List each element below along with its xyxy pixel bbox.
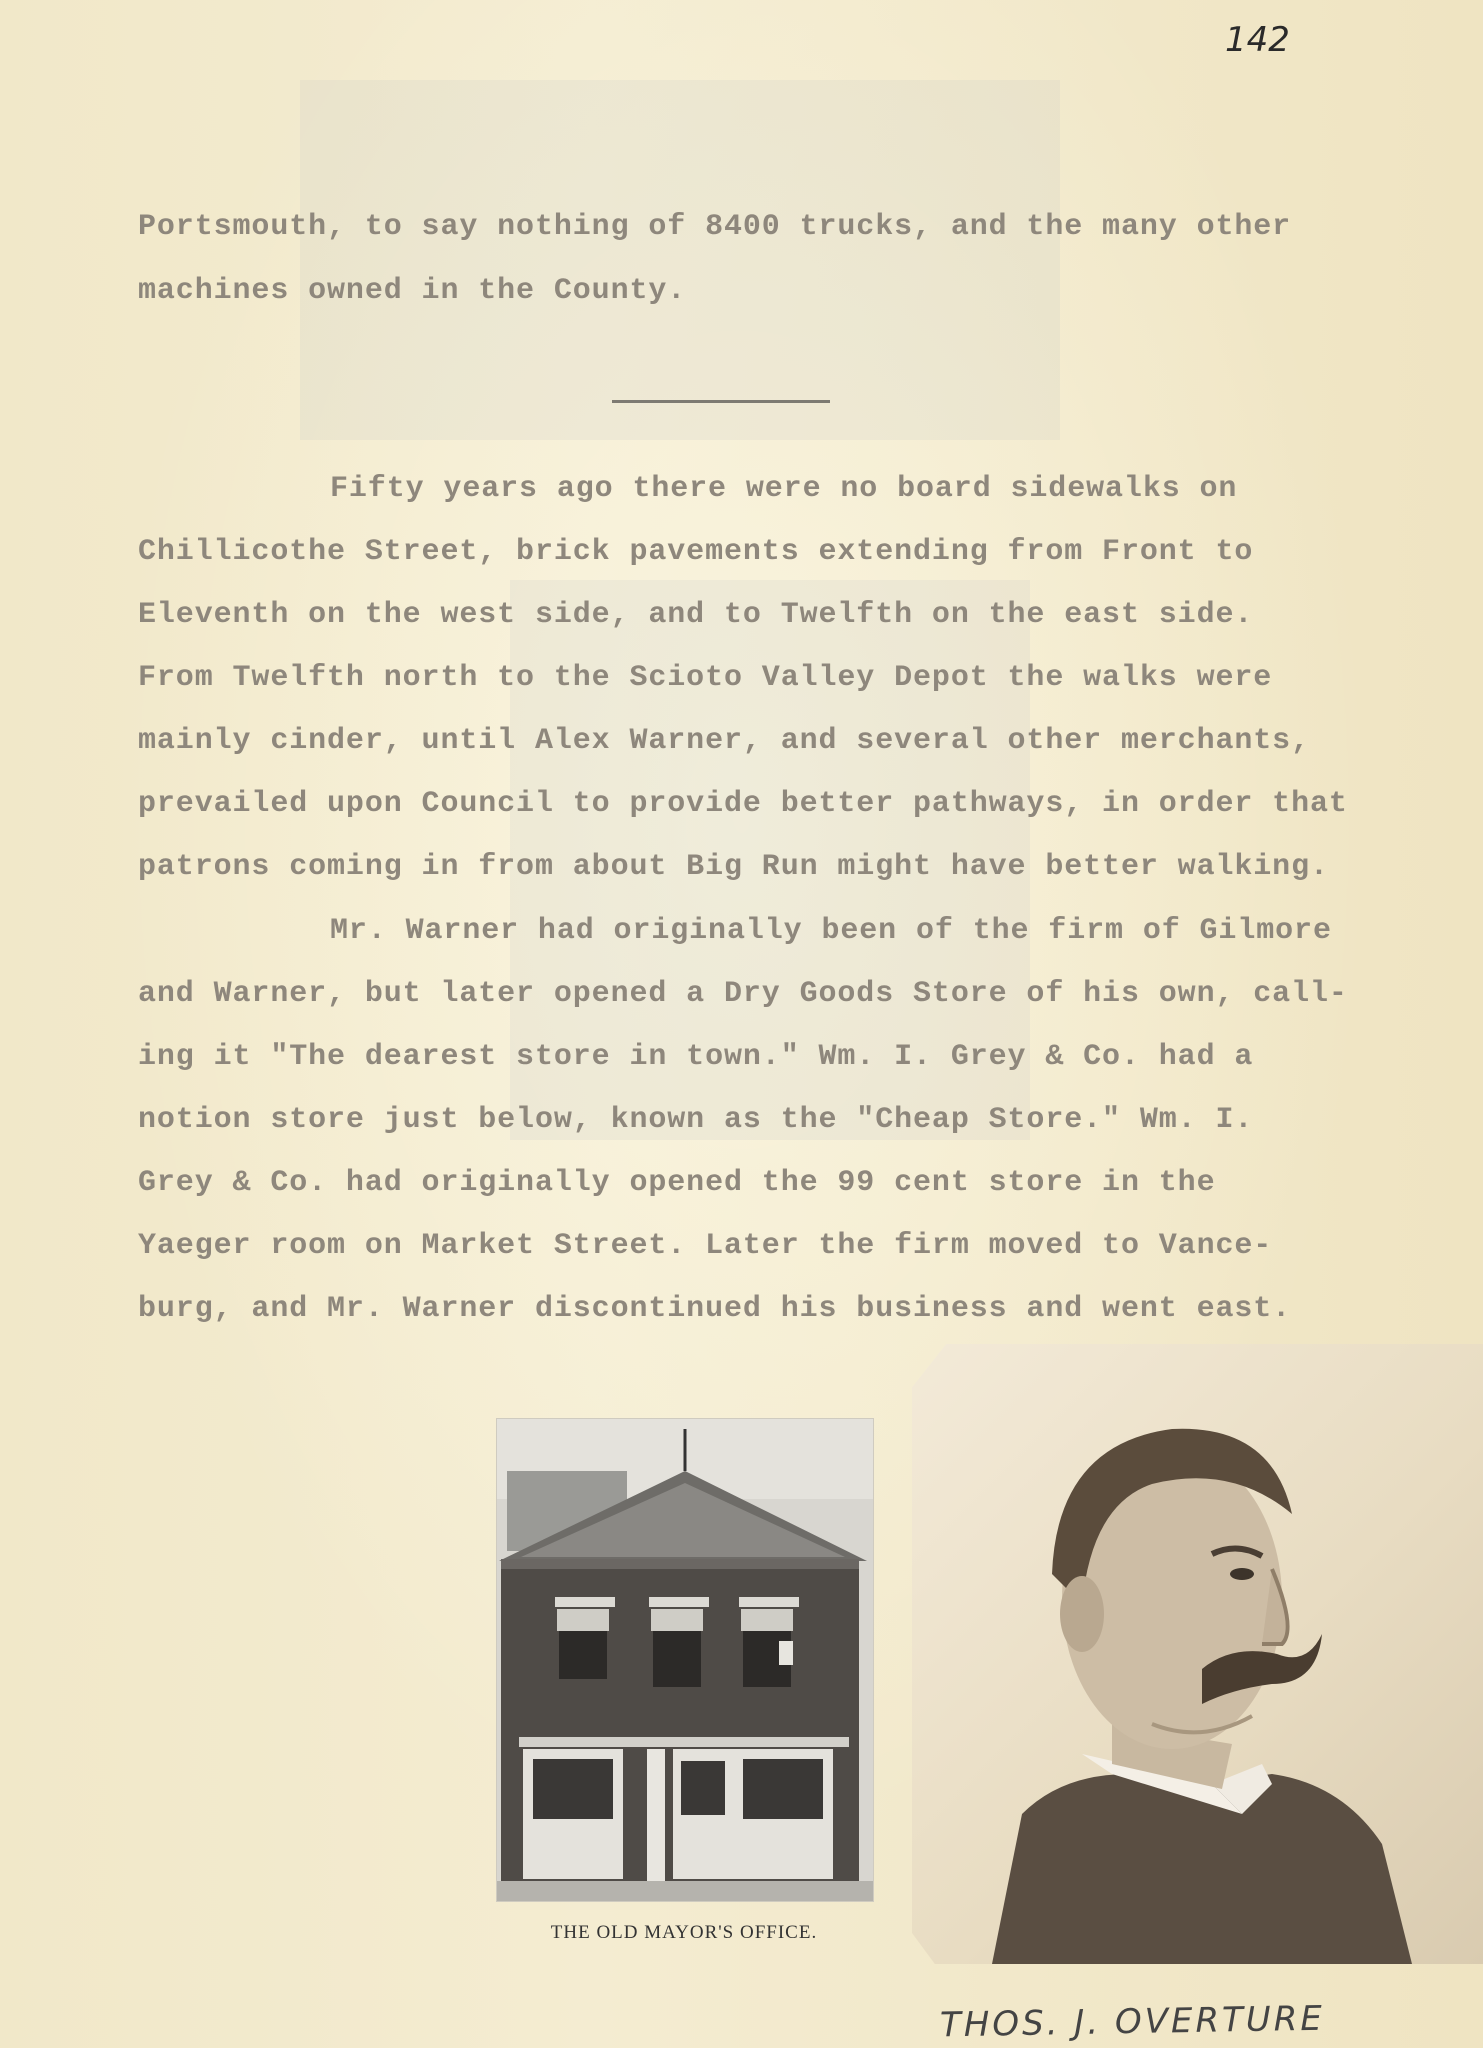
text-line: ing it "The dearest store in town." Wm. I. Grey & Co. had a [138,1040,1254,1074]
building-illustration [497,1419,873,1901]
text-line: patrons coming in from about Big Run might have better walking. [138,850,1329,884]
text-line: Chillicothe Street, brick pavements extending from Front to [138,535,1254,569]
text-line: Portsmouth, to say nothing of 8400 trucks, and the many other [138,210,1292,244]
text-line: Yaeger room on Market Street. Later the firm moved to Vance- [138,1229,1273,1263]
bleed-through-shadow [300,80,1060,440]
text-line: mainly cinder, until Alex Warner, and several other merchants, [138,724,1310,758]
page-number: 142 [1225,20,1290,60]
text-line: Fifty years ago there were no board sidewalks on [330,472,1238,506]
portrait-signature: THOS. J. OVERTURE [939,1998,1326,2046]
text-line: From Twelfth north to the Scioto Valley Depot the walks were [138,661,1273,695]
mayors-office-photo [496,1418,874,1902]
text-line: Mr. Warner had originally been of the firm of Gilmore [330,914,1332,948]
text-line: machines owned in the County. [138,274,687,308]
photo-caption: THE OLD MAYOR'S OFFICE. [550,1922,818,1943]
text-line: Eleventh on the west side, and to Twelfth on the east side. [138,598,1254,632]
text-line: Grey & Co. had originally opened the 99 cent store in the [138,1166,1216,1200]
text-line: prevailed upon Council to provide better pathways, in order that [138,787,1348,821]
text-line: and Warner, but later opened a Dry Goods Store of his own, call- [138,977,1348,1011]
section-divider [612,400,830,403]
portrait-photo [912,1344,1483,1964]
text-line: notion store just below, known as the "Cheap Store." Wm. I. [138,1103,1254,1137]
portrait-illustration [912,1344,1483,1964]
text-line: burg, and Mr. Warner discontinued his business and went east. [138,1292,1292,1326]
